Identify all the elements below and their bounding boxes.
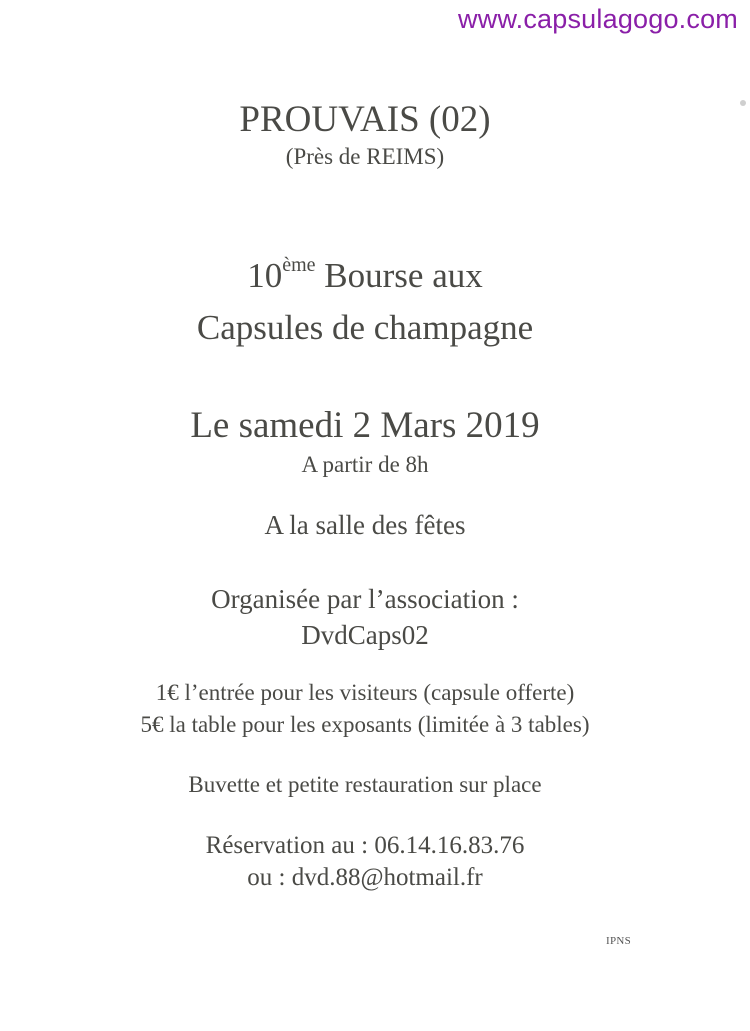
edition-number: 10	[247, 256, 283, 295]
watermark-url: www.capsulagogo.com	[458, 4, 738, 34]
scan-mark	[740, 100, 746, 106]
flyer-subtitle: (Près de REIMS)	[285, 144, 445, 169]
event-name-rest: Bourse aux	[315, 256, 483, 295]
organizer-name: DvdCaps02	[301, 620, 429, 650]
exhibitor-price: 5€ la table pour les exposants (limitée à 3 tables)	[140, 712, 590, 737]
event-time: A partir de 8h	[301, 452, 429, 477]
event-venue: A la salle des fêtes	[264, 510, 466, 540]
edition-suffix: ème	[282, 254, 316, 276]
ipns-mark: IPNS	[606, 935, 632, 947]
visitor-price: 1€ l’entrée pour les visiteurs (capsule offerte)	[155, 680, 575, 705]
event-date: Le samedi 2 Mars 2019	[190, 405, 540, 446]
refreshments-note: Buvette et petite restauration sur place	[188, 772, 542, 797]
event-name-line2: Capsules de champagne	[196, 308, 534, 347]
organizer-label: Organisée par l’association :	[211, 584, 519, 614]
reservation-phone: Réservation au : 06.14.16.83.76	[205, 832, 525, 859]
reservation-email: ou : dvd.88@hotmail.fr	[247, 864, 483, 891]
flyer-title: PROUVAIS (02)	[239, 99, 491, 140]
event-name-line1	[0, 256, 730, 296]
